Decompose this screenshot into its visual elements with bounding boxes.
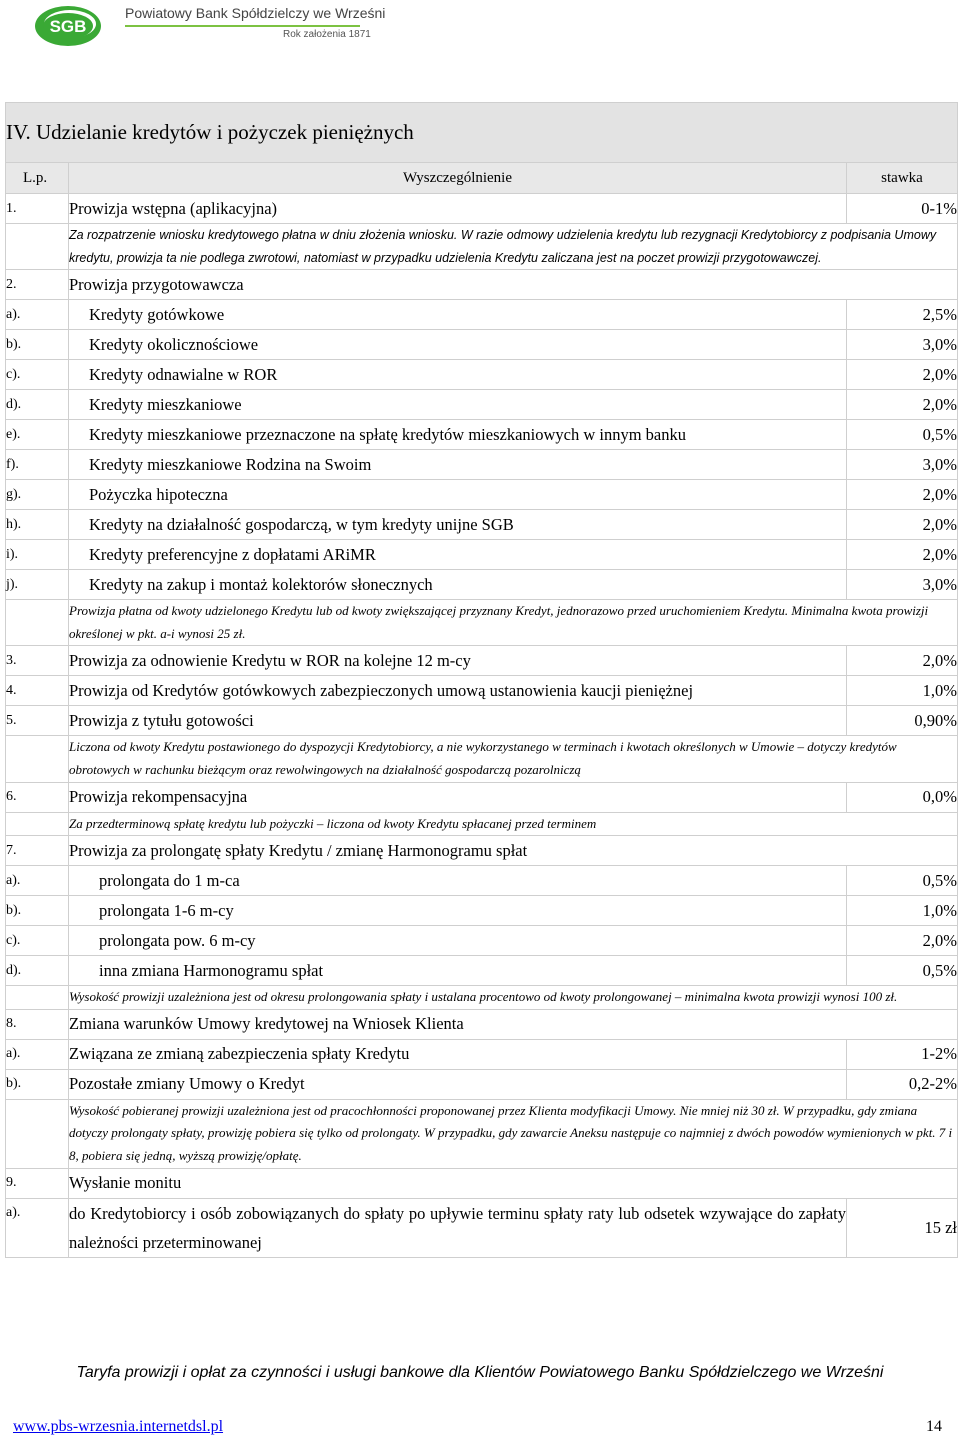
row-number: b). <box>6 896 69 926</box>
section-title: IV. Udzielanie kredytów i pożyczek pieniężnych <box>6 103 958 163</box>
table-row <box>6 956 958 986</box>
row-label: Kredyty na działalność gospodarczą, w tym kredyty unijne SGB <box>69 510 847 540</box>
row-note: Liczona od kwoty Kredytu postawionego do dyspozycji Kredytobiorcy, a nie wykorzystanego w terminach i kwotach określonych w Umowie – dotyczy kredytów obrotowych w rachunku bieżącym oraz rewolwingowych na działalność gospodarczą pozarolniczą <box>69 736 958 782</box>
row-number: j). <box>6 570 69 600</box>
row-label: Kredyty gotówkowe <box>69 300 847 330</box>
row-label: Związana ze zmianą zabezpieczenia spłaty Kredytu <box>69 1039 847 1069</box>
table-row <box>6 706 958 736</box>
row-rate: 2,0% <box>847 646 958 676</box>
table-row <box>6 570 958 600</box>
row-rate: 2,0% <box>847 480 958 510</box>
row-number: f). <box>6 450 69 480</box>
row-rate: 0,5% <box>847 420 958 450</box>
table-row <box>6 194 958 224</box>
row-label: Prowizja przygotowawcza <box>69 270 958 300</box>
row-rate: 3,0% <box>847 450 958 480</box>
row-number: c). <box>6 926 69 956</box>
table-row <box>6 1039 958 1069</box>
row-rate: 0,5% <box>847 866 958 896</box>
row-rate: 0,90% <box>847 706 958 736</box>
row-label: Zmiana warunków Umowy kredytowej na Wniosek Klienta <box>69 1009 958 1039</box>
table-row <box>6 390 958 420</box>
section-title-row <box>6 103 958 163</box>
column-header-rate: stawka <box>847 163 958 194</box>
table-row <box>6 896 958 926</box>
row-rate: 2,0% <box>847 360 958 390</box>
row-rate: 15 zł <box>847 1198 958 1257</box>
row-note: Prowizja płatna od kwoty udzielonego Kredytu lub od kwoty zwiększającej przyznany Kredyt, jednorazowo przed uruchomieniem Kredytu. Minimalna kwota prowizji określonej w pkt. a-i wynosi 25 zł. <box>69 600 958 646</box>
row-number: 9. <box>6 1168 69 1198</box>
table-row <box>6 1069 958 1099</box>
row-rate: 2,0% <box>847 510 958 540</box>
row-label: Kredyty na zakup i montaż kolektorów słonecznych <box>69 570 847 600</box>
table-row <box>6 270 958 300</box>
row-number: 6. <box>6 782 69 812</box>
table-row <box>6 420 958 450</box>
row-rate: 0,5% <box>847 956 958 986</box>
table-row <box>6 330 958 360</box>
row-label: Wysłanie monitu <box>69 1168 958 1198</box>
row-number: 8. <box>6 1009 69 1039</box>
row-note: Za rozpatrzenie wniosku kredytowego płatna w dniu złożenia wniosku. W razie odmowy udzielenia kredytu lub rezygnacji Kredytobiorcy z podpisania Umowy kredytu, prowizja ta nie podlega zwrotowi, natomiast w przypadku udzielenia Kredytu zaliczana jest na poczet prowizji przygotowawczej. <box>69 224 958 270</box>
table-row <box>6 450 958 480</box>
column-header-lp: L.p. <box>6 163 69 194</box>
page-number: 14 <box>926 1418 942 1435</box>
row-label: Kredyty mieszkaniowe przeznaczone na spłatę kredytów mieszkaniowych w innym banku <box>69 420 847 450</box>
table-row <box>6 300 958 330</box>
row-rate: 3,0% <box>847 570 958 600</box>
row-number: i). <box>6 540 69 570</box>
table-row <box>6 1168 958 1198</box>
sgb-logo-icon <box>34 4 104 48</box>
fee-table <box>5 102 958 1258</box>
row-rate: 0,2-2% <box>847 1069 958 1099</box>
row-label: Kredyty mieszkaniowe Rodzina na Swoim <box>69 450 847 480</box>
row-label: inna zmiana Harmonogramu spłat <box>69 956 847 986</box>
row-label: prolongata pow. 6 m-cy <box>69 926 847 956</box>
note-row <box>6 600 958 646</box>
sgb-logo <box>34 4 104 53</box>
row-label: do Kredytobiorcy i osób zobowiązanych do spłaty po upływie terminu spłaty raty lub odsetek wzywające do zapłaty należności przeterminowanej <box>69 1198 847 1257</box>
table-row <box>6 1198 958 1257</box>
row-rate: 2,0% <box>847 540 958 570</box>
row-label: Prowizja za prolongatę spłaty Kredytu / zmianę Harmonogramu spłat <box>69 836 958 866</box>
table-row <box>6 480 958 510</box>
row-number: c). <box>6 360 69 390</box>
row-rate: 3,0% <box>847 330 958 360</box>
row-note: Wysokość prowizji uzależniona jest od okresu prolongowania spłaty i ustalana procentowo od kwoty prolongowanej – minimalna kwota prowizji wynosi 100 zł. <box>69 986 958 1010</box>
row-note: Wysokość pobieranej prowizji uzależniona jest od pracochłonności proponowanej przez Klienta modyfikacji Umowy. Nie mniej niż 30 zł. W przypadku, gdy zmiana dotyczy prolongaty spłaty, prowizję pobiera się tylko od prolongaty. W przypadku, gdy zawarcie Aneksu następuje co najmniej z dwóch powodów wymienionych w pkt. 7 i 8, pobiera się jedną, wyższą prowizję/opłatę. <box>69 1099 958 1168</box>
table-row <box>6 510 958 540</box>
row-number: a). <box>6 1198 69 1257</box>
note-row <box>6 812 958 836</box>
row-number: g). <box>6 480 69 510</box>
column-header-desc: Wyszczególnienie <box>69 163 847 194</box>
svg-text:SGB: SGB <box>49 17 87 36</box>
row-rate: 2,0% <box>847 926 958 956</box>
row-label: prolongata do 1 m-ca <box>69 866 847 896</box>
row-number: a). <box>6 1039 69 1069</box>
row-rate: 1,0% <box>847 676 958 706</box>
table-row <box>6 926 958 956</box>
row-label: Kredyty odnawialne w ROR <box>69 360 847 390</box>
page-header <box>0 0 960 60</box>
table-row <box>6 836 958 866</box>
row-label: prolongata 1-6 m-cy <box>69 896 847 926</box>
row-rate: 0,0% <box>847 782 958 812</box>
row-label: Prowizja wstępna (aplikacyjna) <box>69 194 847 224</box>
row-number: 4. <box>6 676 69 706</box>
row-number: b). <box>6 1069 69 1099</box>
note-row <box>6 986 958 1010</box>
row-number: h). <box>6 510 69 540</box>
row-label: Pożyczka hipoteczna <box>69 480 847 510</box>
table-row <box>6 360 958 390</box>
table-row <box>6 676 958 706</box>
note-row <box>6 224 958 270</box>
tariff-footer: Taryfa prowizji i opłat za czynności i usługi bankowe dla Klientów Powiatowego Banku Spółdzielczego we Wrześni <box>76 1364 884 1381</box>
row-number: a). <box>6 300 69 330</box>
note-row <box>6 1099 958 1168</box>
row-rate: 2,5% <box>847 300 958 330</box>
row-rate: 1-2% <box>847 1039 958 1069</box>
founded-year: Rok założenia 1871 <box>283 29 371 40</box>
row-number: d). <box>6 390 69 420</box>
row-number: 3. <box>6 646 69 676</box>
row-number: b). <box>6 330 69 360</box>
row-label: Kredyty preferencyjne z dopłatami ARiMR <box>69 540 847 570</box>
row-label: Pozostałe zmiany Umowy o Kredyt <box>69 1069 847 1099</box>
row-number: a). <box>6 866 69 896</box>
table-row <box>6 782 958 812</box>
table-row <box>6 1009 958 1039</box>
row-rate: 2,0% <box>847 390 958 420</box>
row-rate: 1,0% <box>847 896 958 926</box>
row-label: Prowizja za odnowienie Kredytu w ROR na kolejne 12 m-cy <box>69 646 847 676</box>
row-label: Prowizja od Kredytów gotówkowych zabezpieczonych umową ustanowienia kaucji pieniężnej <box>69 676 847 706</box>
row-rate: 0-1% <box>847 194 958 224</box>
header-divider <box>125 25 360 27</box>
row-number: e). <box>6 420 69 450</box>
website-link[interactable]: www.pbs-wrzesnia.internetdsl.pl <box>13 1418 224 1435</box>
row-number: 5. <box>6 706 69 736</box>
row-number: d). <box>6 956 69 986</box>
table-row <box>6 646 958 676</box>
row-label: Prowizja z tytułu gotowości <box>69 706 847 736</box>
table-row <box>6 540 958 570</box>
column-header-row <box>6 163 958 194</box>
row-label: Prowizja rekompensacyjna <box>69 782 847 812</box>
row-number: 2. <box>6 270 69 300</box>
row-label: Kredyty mieszkaniowe <box>69 390 847 420</box>
row-label: Kredyty okolicznościowe <box>69 330 847 360</box>
bank-name: Powiatowy Bank Spółdzielczy we Wrześni <box>125 5 386 21</box>
row-number: 1. <box>6 194 69 224</box>
table-row <box>6 866 958 896</box>
row-note: Za przedterminową spłatę kredytu lub pożyczki – liczona od kwoty Kredytu spłacanej przed terminem <box>69 812 958 836</box>
note-row <box>6 736 958 782</box>
row-number: 7. <box>6 836 69 866</box>
